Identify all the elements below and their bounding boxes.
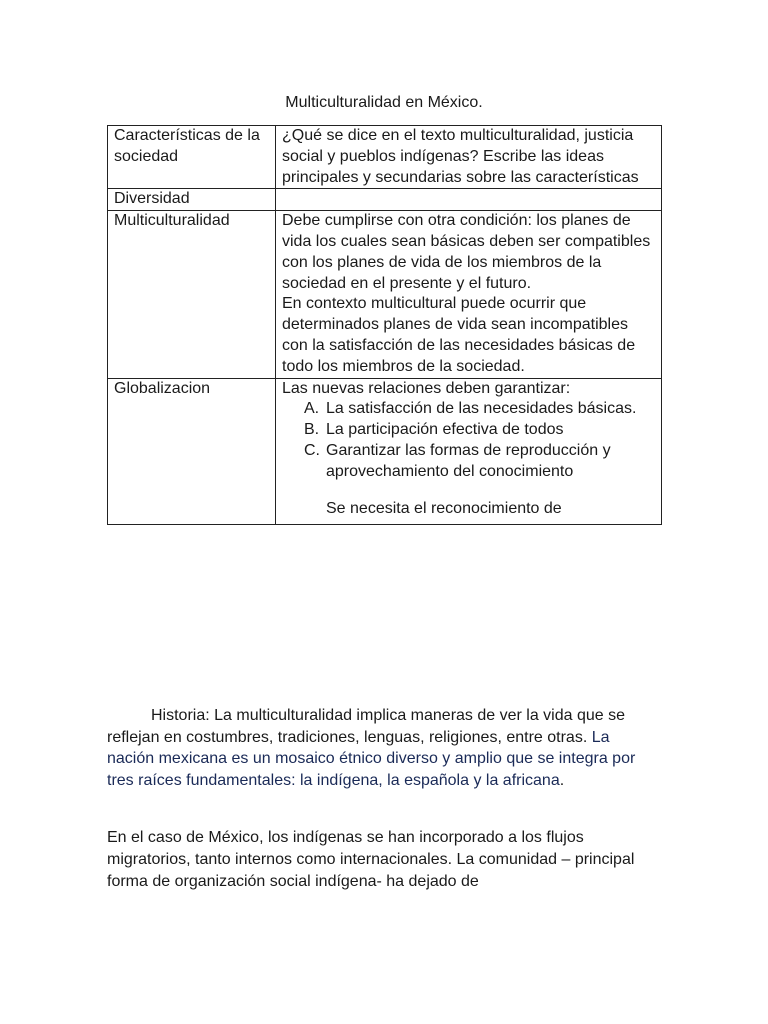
- header-cell-characteristics: Características de la sociedad: [108, 126, 276, 189]
- historia-text-end: .: [559, 771, 565, 789]
- header-cell-question: ¿Qué se dice en el texto multiculturalidad, justicia social y pueblos indígenas? Escribe las ideas principales y secundarias sobre las características: [276, 126, 662, 189]
- list-marker: A.: [304, 400, 320, 418]
- characteristics-table: [107, 125, 662, 525]
- row-text-globalizacion: [276, 378, 662, 525]
- list-item-text: La satisfacción de las necesidades básicas.: [326, 400, 637, 418]
- list-item: [304, 441, 655, 483]
- row-text-multiculturalidad: [276, 211, 662, 378]
- list-item: [304, 399, 655, 420]
- globalizacion-intro: Las nuevas relaciones deben garantizar:: [282, 379, 571, 397]
- globalizacion-list: [282, 399, 655, 482]
- document-title: Multiculturalidad en México.: [285, 94, 483, 111]
- list-item: [304, 420, 655, 441]
- multiculturalidad-text-line-1: Debe cumplirse con otra condición: los planes de vida los cuales sean básicas deben ser compatibles con los planes de vida de los miembros de la sociedad en el presente y el futuro.: [282, 212, 651, 292]
- table-header-row: [108, 126, 662, 189]
- list-item-text: Garantizar las formas de reproducción y aprovechamiento del conocimiento: [326, 441, 611, 480]
- historia-text-a: La multiculturalidad implica maneras de ver la vida que se reflejan en costumbres, tradiciones, lenguas, religiones, entre otras.: [107, 707, 626, 746]
- list-marker: B.: [304, 421, 320, 439]
- multiculturalidad-text-line-2: En contexto multicultural puede ocurrir que determinados planes de vida sean incompatibles con la satisfacción de las necesidades básicas de todo los miembros de la sociedad.: [282, 295, 636, 375]
- historia-paragraph: [107, 705, 652, 791]
- row-label-multiculturalidad: Multiculturalidad: [108, 211, 276, 378]
- table-row-diversidad: [108, 189, 662, 211]
- list-marker: C.: [304, 441, 320, 459]
- historia-label: Historia:: [151, 707, 210, 724]
- table-row-multiculturalidad: [108, 211, 662, 378]
- row-label-globalizacion: Globalizacion: [108, 378, 276, 525]
- historia-text-b: La nación mexicana es un mosaico étnico diverso y amplio que se integra por tres raíces fundamentales: la indígena, la española y la africana: [107, 728, 636, 789]
- list-item-text: La participación efectiva de todos: [326, 421, 564, 439]
- mexico-migration-paragraph: En el caso de México, los indígenas se han incorporado a los flujos migratorios, tanto internos como internacionales. La comunidad – principal forma de organización social indígena- ha dejado de: [107, 829, 635, 890]
- table-row-globalizacion: [108, 378, 662, 525]
- row-text-diversidad: [276, 189, 662, 211]
- globalizacion-trailing-text: Se necesita el reconocimiento de: [326, 499, 562, 517]
- row-label-diversidad: Diversidad: [108, 189, 276, 211]
